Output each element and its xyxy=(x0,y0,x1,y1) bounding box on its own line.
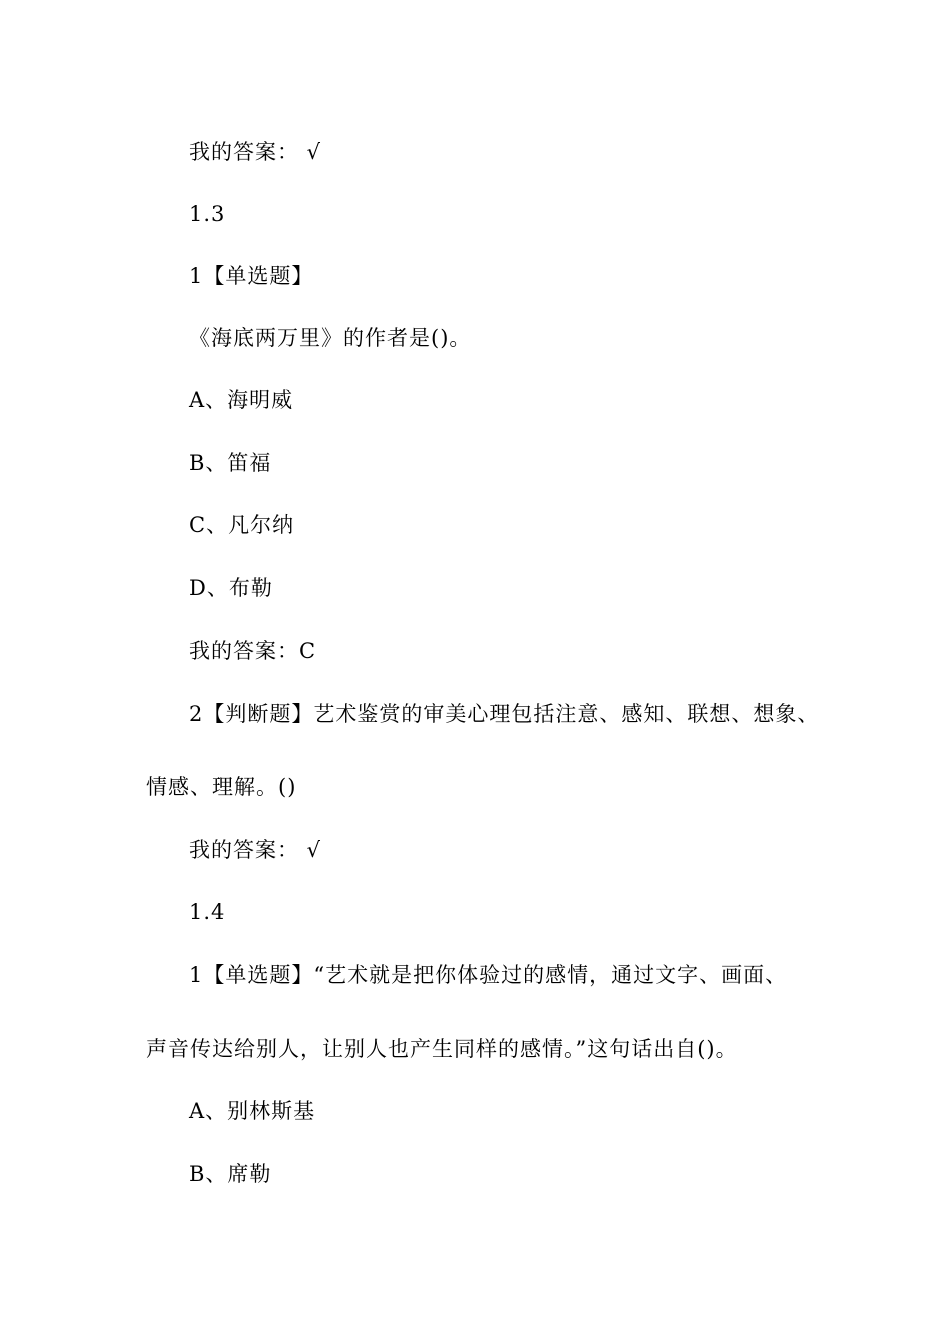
answer-line: 我的答案：C xyxy=(189,639,317,663)
option-a: A、海明威 xyxy=(189,388,294,412)
section-number: 1.4 xyxy=(189,900,226,924)
question-text-continued: 声音传达给别人，让别人也产生同样的感情。”这句话出自()。 xyxy=(146,1037,738,1061)
option-a: A、别林斯基 xyxy=(189,1099,316,1123)
section-number: 1.3 xyxy=(189,202,226,226)
option-d: D、布勒 xyxy=(189,576,273,600)
question-text: 1【单选题】“艺术就是把你体验过的感情，通过文字、画面、 xyxy=(189,963,788,987)
question-text-continued: 情感、理解。() xyxy=(146,775,297,799)
question-text: 2【判断题】艺术鉴赏的审美心理包括注意、感知、联想、想象、 xyxy=(189,702,820,726)
option-c: C、凡尔纳 xyxy=(189,513,295,537)
answer-line: 我的答案： √ xyxy=(189,838,322,862)
option-b: B、席勒 xyxy=(189,1162,272,1186)
answer-line: 我的答案： √ xyxy=(189,140,322,164)
question-header: 1【单选题】 xyxy=(189,264,314,288)
question-text: 《海底两万里》的作者是()。 xyxy=(189,326,472,350)
option-b: B、笛福 xyxy=(189,451,272,475)
